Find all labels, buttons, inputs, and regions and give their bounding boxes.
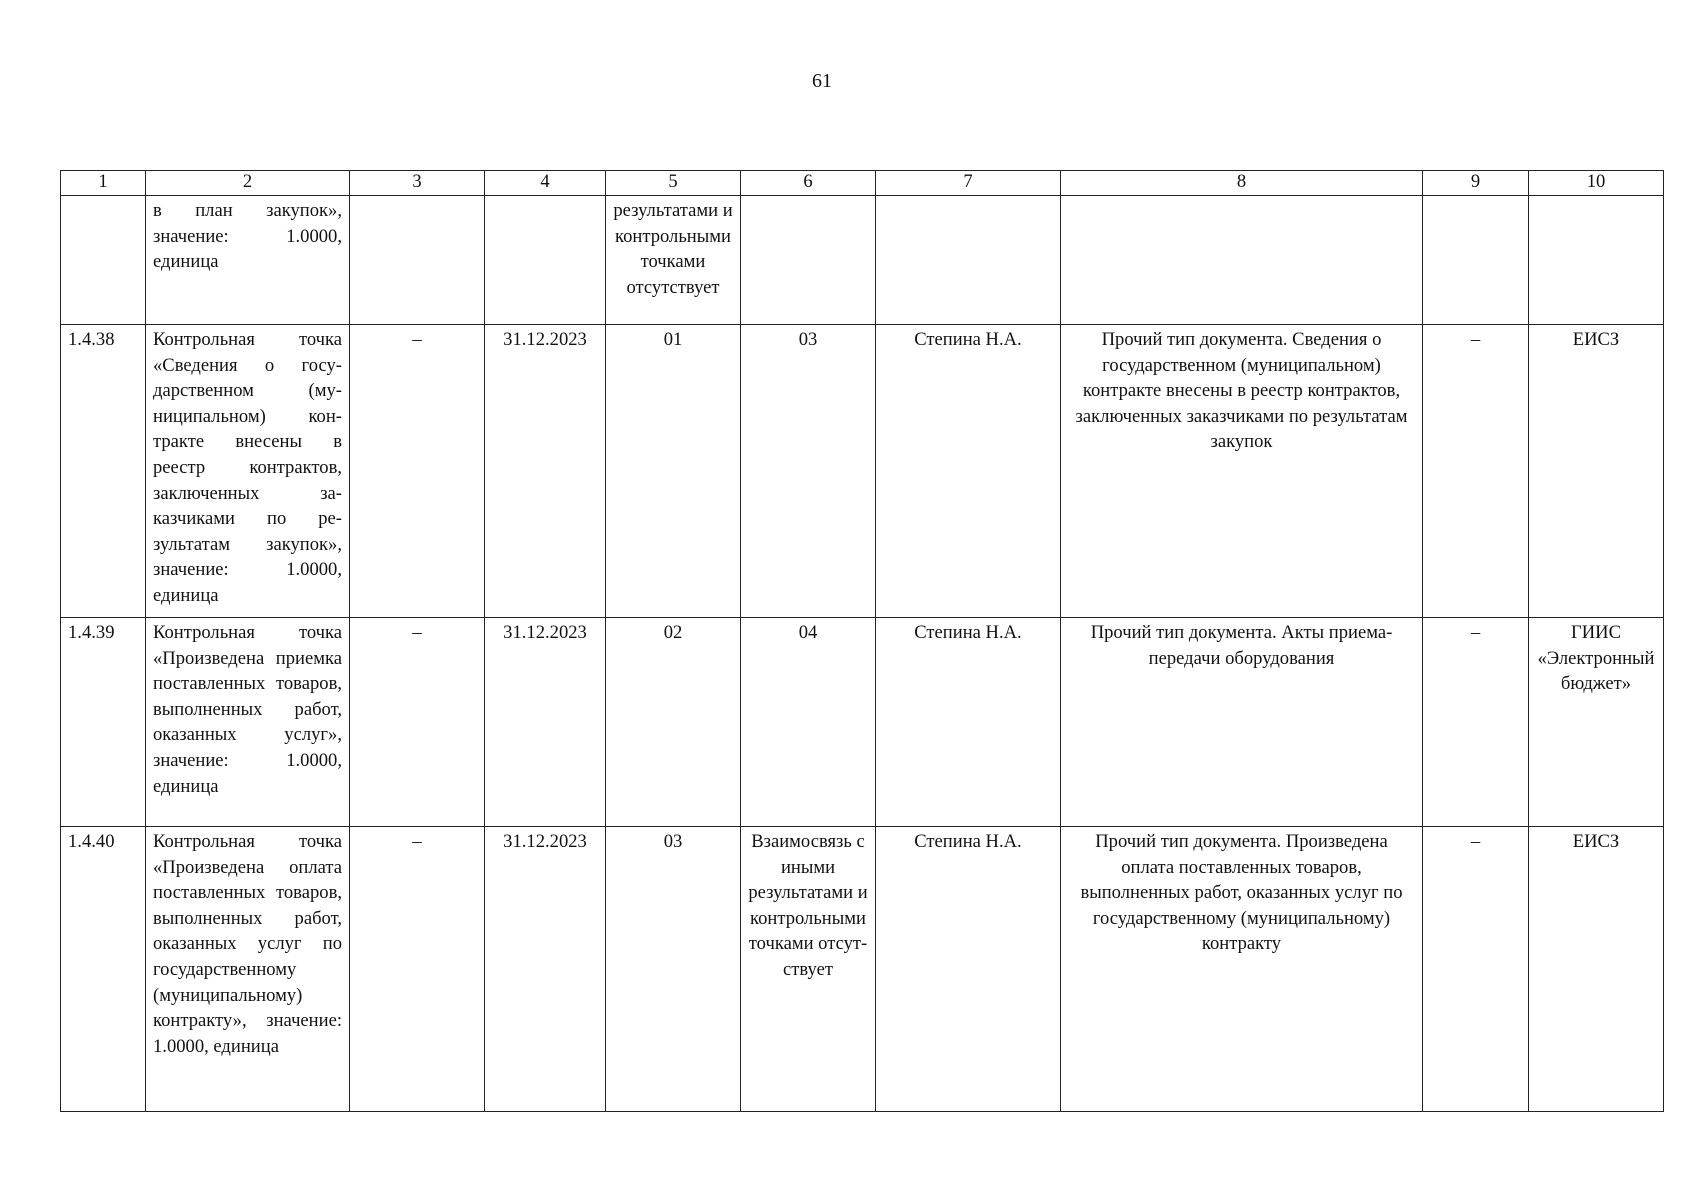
column-header: 6 [741, 171, 876, 196]
column-header: 8 [1061, 171, 1423, 196]
document-type-cell [1061, 196, 1423, 325]
table-row [61, 618, 1664, 827]
table-cell [1423, 196, 1529, 325]
table-cell: – [350, 618, 485, 827]
table-cell [741, 196, 876, 325]
page-number: 61 [812, 70, 832, 92]
information-system-cell: ЕИСЗ [1529, 325, 1664, 618]
document-type-cell: Прочий тип документа. Произведена оплата поставленных товаров, выполненных работ, оказанных услуг по государственному (муниципальному) контракту [1061, 827, 1423, 1112]
item-number-cell: 1.4.39 [61, 618, 146, 827]
responsible-cell: Степина Н.А. [876, 325, 1061, 618]
information-system-cell: ГИИС «Электронный бюджет» [1529, 618, 1664, 827]
table-row [61, 196, 1664, 325]
control-point-description-cell: Контрольная точка «Сведения о государственном (муниципальном) контракте внесены в реестр контрактов, заключенных заказчиками по результатам закупок», значение: 1.0000, единица [146, 325, 350, 618]
column-header: 9 [1423, 171, 1529, 196]
document-table [60, 170, 1664, 1112]
table-cell: – [1423, 618, 1529, 827]
table-header-row [61, 171, 1664, 196]
table-row [61, 325, 1664, 618]
table-cell: – [350, 325, 485, 618]
document-type-cell: Прочий тип документа. Сведения о государственном (муниципальном) контракте внесены в реестр контрактов, заключенных заказчиками по результатам закупок [1061, 325, 1423, 618]
control-point-description-cell: Контрольная точка «Произведена оплата поставленных товаров, выполненных работ, оказанных услуг по государственному (муниципальному) контракту», значение: 1.0000, единица [146, 827, 350, 1112]
table-cell: 04 [741, 618, 876, 827]
document-type-cell: Прочий тип документа. Акты приема-передачи оборудования [1061, 618, 1423, 827]
table-cell: 02 [606, 618, 741, 827]
table-row [61, 827, 1664, 1112]
item-number-cell: 1.4.38 [61, 325, 146, 618]
column-header: 3 [350, 171, 485, 196]
column-header: 5 [606, 171, 741, 196]
column-header: 10 [1529, 171, 1664, 196]
date-cell: 31.12.2023 [485, 827, 606, 1112]
information-system-cell [1529, 196, 1664, 325]
table-cell: – [1423, 827, 1529, 1112]
item-number-cell [61, 196, 146, 325]
table-cell [350, 196, 485, 325]
table-cell: 01 [606, 325, 741, 618]
date-cell: 31.12.2023 [485, 325, 606, 618]
item-number-cell: 1.4.40 [61, 827, 146, 1112]
information-system-cell: ЕИСЗ [1529, 827, 1664, 1112]
date-cell [485, 196, 606, 325]
responsible-cell: Степина Н.А. [876, 618, 1061, 827]
column-header: 4 [485, 171, 606, 196]
column-header: 2 [146, 171, 350, 196]
column-header: 7 [876, 171, 1061, 196]
table-cell: – [1423, 325, 1529, 618]
column-header: 1 [61, 171, 146, 196]
table-cell: 03 [606, 827, 741, 1112]
date-cell: 31.12.2023 [485, 618, 606, 827]
table-cell: результатами и контрольными точками отсутствует [606, 196, 741, 325]
control-point-description-cell: в план закупок», значение: 1.0000, единица [146, 196, 350, 325]
responsible-cell [876, 196, 1061, 325]
table-cell: Взаимосвязь с иными результатами и контрольными точками отсутствует [741, 827, 876, 1112]
table-cell: 03 [741, 325, 876, 618]
control-point-description-cell: Контрольная точка «Произведена приемка поставленных товаров, выполненных работ, оказанных услуг», значение: 1.0000, единица [146, 618, 350, 827]
table-cell: – [350, 827, 485, 1112]
responsible-cell: Степина Н.А. [876, 827, 1061, 1112]
